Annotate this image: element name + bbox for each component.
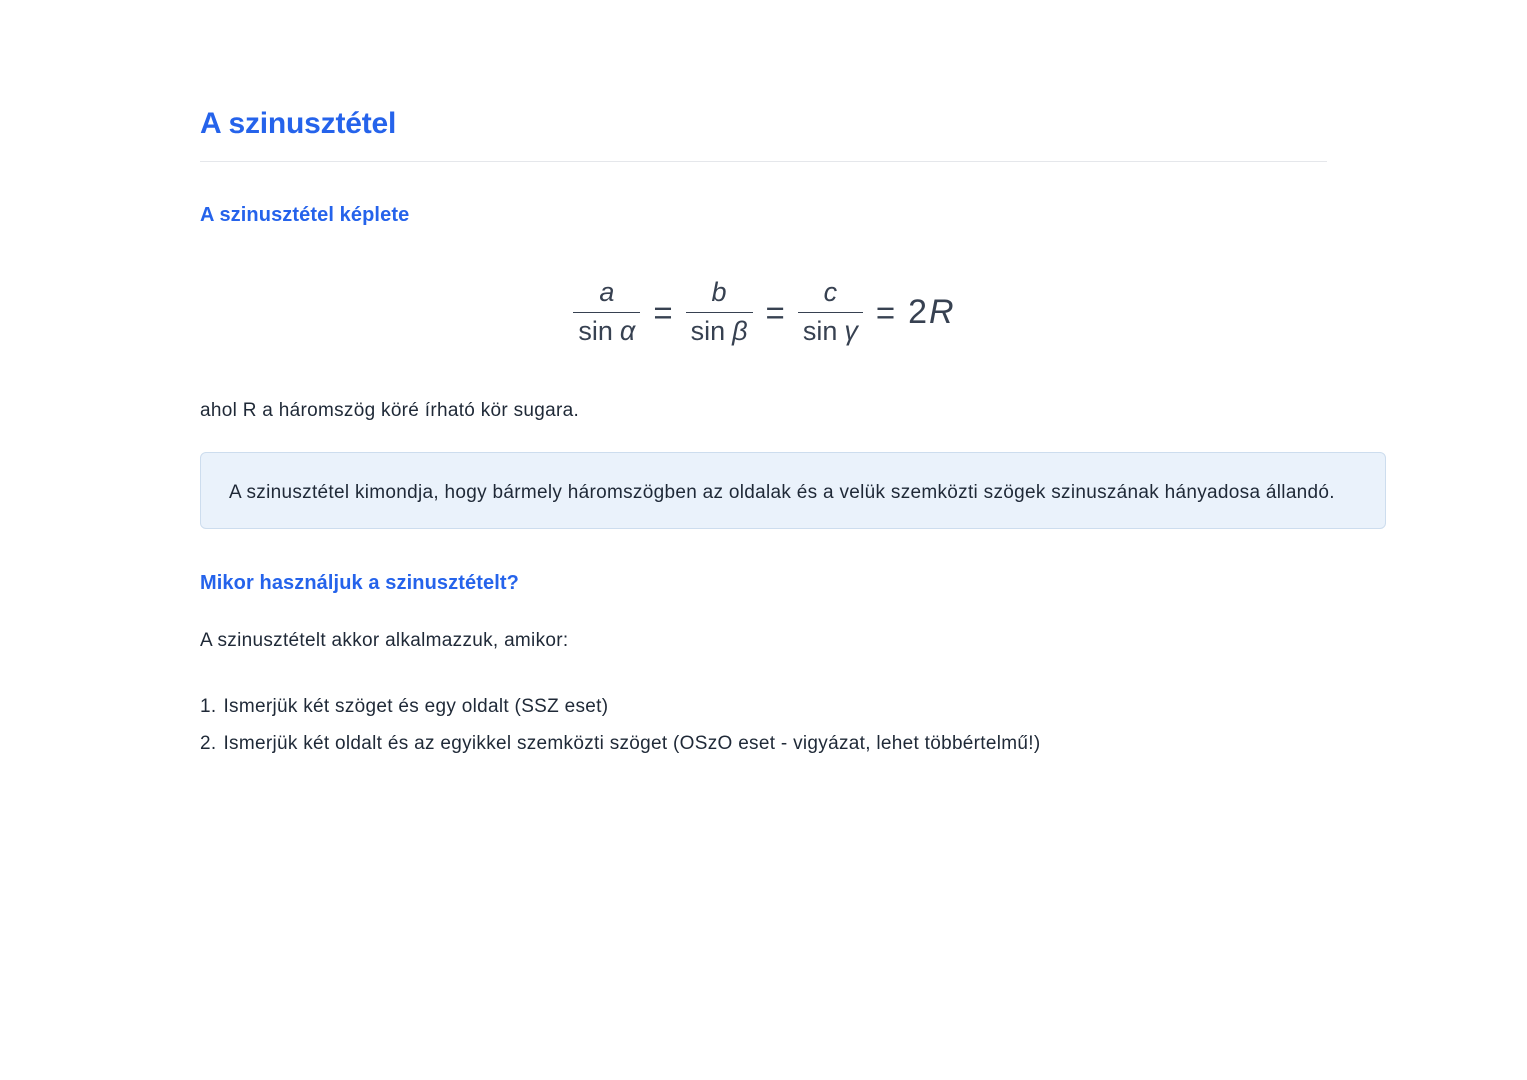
usage-intro: A szinusztételt akkor alkalmazzuk, amikor:	[200, 630, 569, 651]
fraction-c-over-sin-gamma	[798, 276, 863, 346]
numerator-c: c	[823, 276, 838, 307]
formula-section-heading: A szinusztétel képlete	[200, 204, 410, 226]
sine-rule-formula	[200, 276, 1327, 346]
denominator-sin-alpha: sin α	[573, 312, 640, 346]
list-item	[200, 725, 1527, 762]
numerator-a: a	[599, 276, 615, 307]
list-item-number: 1.	[200, 696, 217, 717]
equals-sign: =	[765, 293, 785, 331]
fraction-b-over-sin-beta	[686, 276, 753, 346]
definition-callout-text: A szinusztétel kimondja, hogy bármely háromszögben az oldalak és a velük szemközti szögek szinuszának hányadosa állandó.	[229, 482, 1335, 503]
usage-section-heading: Mikor használjuk a szinusztételt?	[200, 572, 519, 594]
divider	[200, 161, 1327, 162]
denominator-sin-beta: sin β	[686, 312, 753, 346]
list-item-text: Ismerjük két oldalt és az egyikkel szemközti szöget (OSzO eset - vigyázat, lehet többértelmű!)	[223, 733, 1041, 754]
page-title: A szinusztétel	[200, 107, 397, 140]
equals-sign: =	[653, 293, 673, 331]
usage-list	[200, 688, 1527, 762]
radius-note: ahol R a háromszög köré írható kör sugara.	[200, 400, 580, 421]
denominator-sin-gamma: sin γ	[798, 312, 863, 346]
equals-sign: =	[875, 293, 896, 331]
two-R-term: 2R	[908, 293, 954, 331]
list-item	[200, 688, 1527, 725]
definition-callout	[200, 452, 1386, 529]
fraction-a-over-sin-alpha	[573, 276, 640, 346]
numerator-b: b	[711, 276, 727, 307]
list-item-number: 2.	[200, 733, 217, 754]
list-item-text: Ismerjük két szöget és egy oldalt (SSZ eset)	[223, 696, 609, 717]
